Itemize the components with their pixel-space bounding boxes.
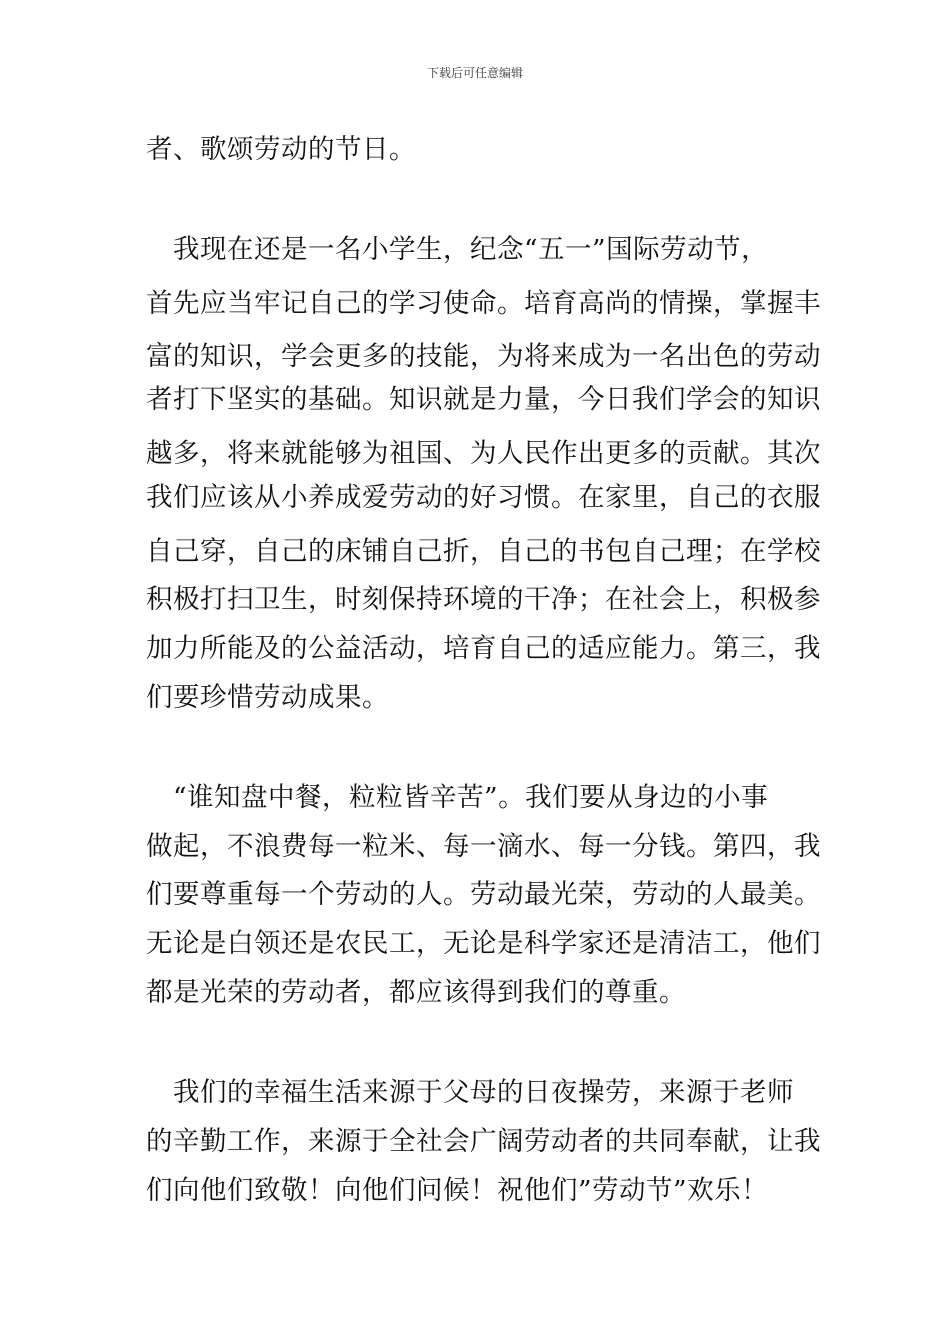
text-line: 自己穿，自己的床铺自己折，自己的书包自己理；在学校 <box>146 536 821 567</box>
text-line: 们向他们致敬！向他们问候！祝他们”劳动节”欢乐！ <box>146 1175 769 1206</box>
text-line: 者、歌颂劳动的节日。 <box>146 134 416 165</box>
text-line: 我们的幸福生活来源于父母的日夜操劳，来源于老师 <box>146 1077 794 1108</box>
text-line: 的辛勤工作，来源于全社会广阔劳动者的共同奉献，让我 <box>146 1126 821 1157</box>
text-line: 们要珍惜劳动成果。 <box>146 682 389 713</box>
text-line: “谁知盘中餐，粒粒皆辛苦”。我们要从身边的小事 <box>146 782 769 813</box>
text-line: 加力所能及的公益活动，培育自己的适应能力。第三，我 <box>146 633 821 664</box>
text-line: 做起，不浪费每一粒米、每一滴水、每一分钱。第四，我 <box>146 831 821 862</box>
text-line: 我现在还是一名小学生，纪念“五一”国际劳动节， <box>146 234 769 265</box>
text-line: 们要尊重每一个劳动的人。劳动最光荣，劳动的人最美。 <box>146 879 821 910</box>
text-line: 都是光荣的劳动者，都应该得到我们的尊重。 <box>146 977 686 1008</box>
text-line: 积极打扫卫生，时刻保持环境的干净；在社会上，积极参 <box>146 584 821 615</box>
text-line: 富的知识，学会更多的技能，为将来成为一名出色的劳动 <box>146 341 821 372</box>
text-line: 首先应当牢记自己的学习使命。培育高尚的情操，掌握丰 <box>146 288 821 319</box>
text-line: 越多，将来就能够为祖国、为人民作出更多的贡献。其次 <box>146 438 821 469</box>
text-line: 者打下坚实的基础。知识就是力量，今日我们学会的知识 <box>146 384 821 415</box>
header-note: 下载后可任意编辑 <box>426 66 523 80</box>
text-line: 无论是白领还是农民工，无论是科学家还是清洁工，他们 <box>146 928 821 959</box>
text-line: 我们应该从小养成爱劳动的好习惯。在家里，自己的衣服 <box>146 482 821 513</box>
